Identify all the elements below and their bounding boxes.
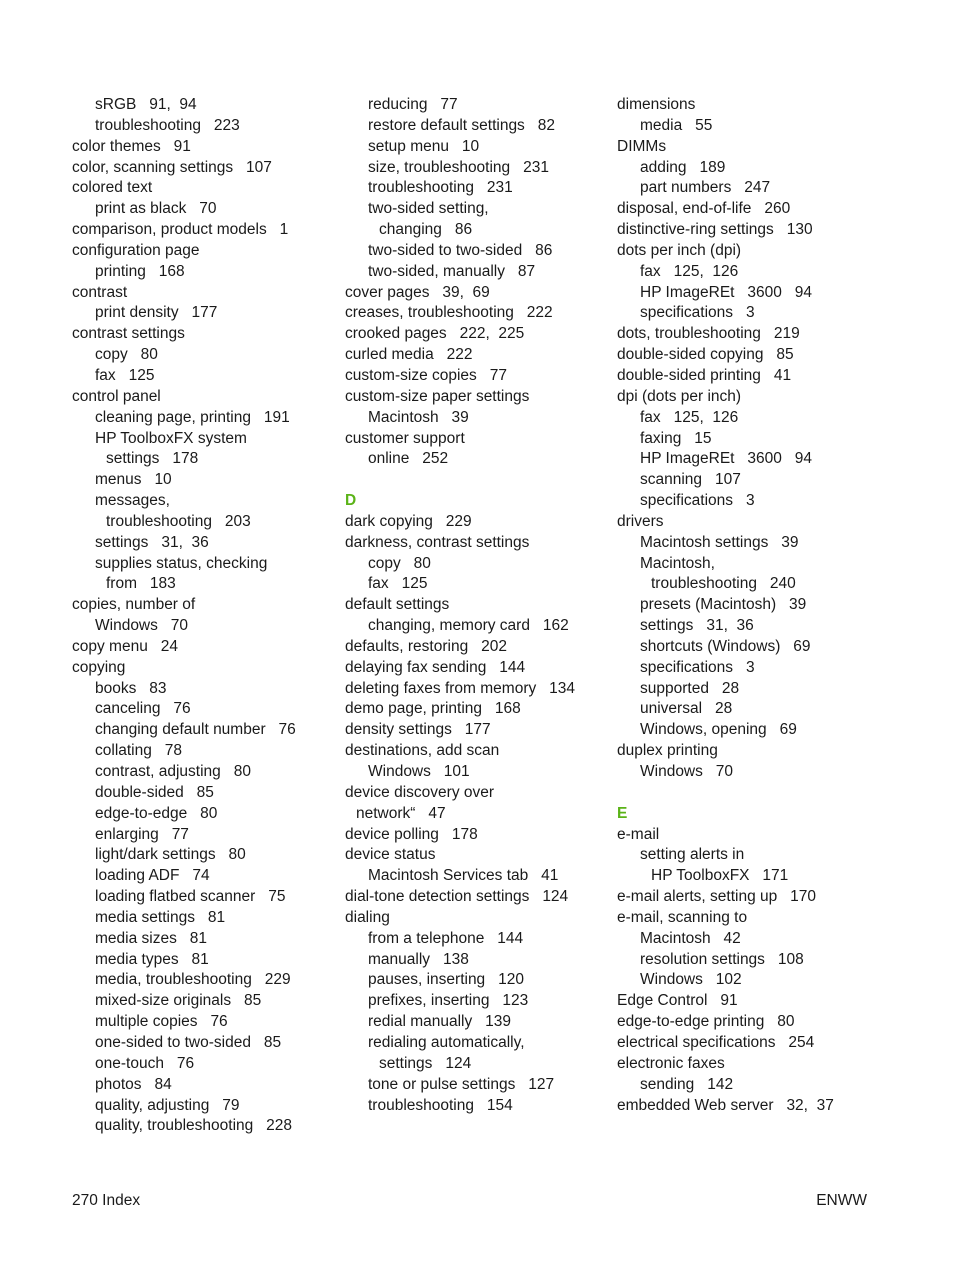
index-entry: disposal, end-of-life 260 (617, 200, 791, 218)
index-subentry: specifications 3 (640, 492, 755, 510)
index-entry: default settings (345, 596, 450, 614)
index-entry: distinctive-ring settings 130 (617, 221, 813, 239)
index-entry: dark copying 229 (345, 512, 472, 530)
index-entry: destinations, add scan (345, 742, 500, 760)
index-subentry: prefixes, inserting 123 (368, 992, 529, 1010)
index-entry: configuration page (72, 241, 200, 259)
index-subentry: Windows 102 (640, 971, 742, 989)
index-subentry: redial manually 139 (368, 1013, 512, 1031)
index-entry: custom-size copies 77 (345, 366, 507, 384)
index-subentry: online 252 (368, 450, 449, 468)
index-entry: copies, number of (72, 596, 196, 614)
index-subentry: loading flatbed scanner 75 (95, 888, 286, 906)
index-subentry: changing, memory card 162 (368, 617, 569, 635)
index-subentry: books 83 (95, 679, 167, 697)
index-subentry: restore default settings 82 (368, 116, 555, 134)
index-subentry: fax 125, 126 (640, 408, 739, 426)
index-subentry: scanning 107 (640, 471, 741, 489)
index-entry: dialing (345, 908, 390, 926)
index-subentry: two-sided, manually 87 (368, 262, 536, 280)
index-subentry: redialing automatically, (368, 1033, 525, 1051)
index-subentry: size, troubleshooting 231 (368, 158, 549, 176)
index-entry: deleting faxes from memory 134 (345, 679, 576, 697)
index-subentry: universal 28 (640, 700, 733, 718)
index-entry: e-mail, scanning to (617, 908, 748, 926)
index-subentry: multiple copies 76 (95, 1013, 228, 1031)
index-entry: density settings 177 (345, 721, 491, 739)
index-subentry: pauses, inserting 120 (368, 971, 524, 989)
index-subentry: settings 31, 36 (640, 617, 754, 635)
index-subentry: quality, adjusting 79 (95, 1096, 240, 1114)
index-subentry: copy 80 (95, 346, 158, 364)
index-entry: comparison, product models 1 (72, 221, 289, 239)
index-subentry: one-sided to two-sided 85 (95, 1033, 282, 1051)
index-subentry: media sizes 81 (95, 929, 207, 947)
index-subentry: HP ImageREt 3600 94 (640, 450, 813, 468)
index-entry: dots per inch (dpi) (617, 241, 742, 259)
index-subentry: from 183 (106, 575, 176, 593)
index-subentry: Windows 70 (95, 617, 189, 635)
index-subentry: HP ToolboxFX system (95, 429, 247, 447)
index-entry: crooked pages 222, 225 (345, 325, 525, 343)
index-entry: electrical specifications 254 (617, 1033, 815, 1051)
index-subentry: media 55 (640, 116, 713, 134)
index-subentry: photos 84 (95, 1075, 172, 1093)
index-entry: contrast (72, 283, 128, 301)
index-entry: e-mail (617, 825, 660, 843)
index-subentry: print as black 70 (95, 200, 217, 218)
index-subentry: troubleshooting 240 (651, 575, 796, 593)
index-subentry: reducing 77 (368, 96, 458, 113)
index-subentry: network“ 47 (356, 804, 446, 822)
index-subentry: troubleshooting 154 (368, 1096, 513, 1114)
index-entry: delaying fax sending 144 (345, 658, 526, 676)
index-entry: customer support (345, 429, 465, 447)
index-subentry: Macintosh Services tab 41 (368, 867, 559, 885)
index-subentry: changing default number 76 (95, 721, 296, 739)
index-subentry: settings 31, 36 (95, 533, 209, 551)
index-subentry: troubleshooting 203 (106, 512, 251, 530)
index-subentry: two-sided setting, (368, 200, 489, 218)
index-subentry: resolution settings 108 (640, 950, 804, 968)
index-subentry: supported 28 (640, 679, 740, 697)
index-subentry: HP ToolboxFX 171 (651, 867, 789, 885)
index-entry: drivers (617, 512, 664, 530)
index-subentry: shortcuts (Windows) 69 (640, 637, 811, 655)
index-entry: dial-tone detection settings 124 (345, 888, 569, 906)
index-subentry: troubleshooting 231 (368, 179, 513, 197)
index-subentry: messages, (95, 492, 170, 510)
index-subentry: from a telephone 144 (368, 929, 524, 947)
index-subentry: one-touch 76 (95, 1054, 195, 1072)
index-subentry: media types 81 (95, 950, 209, 968)
index-subentry: contrast, adjusting 80 (95, 763, 251, 780)
index-letter-heading: E (617, 804, 628, 822)
index-subentry: menus 10 (95, 471, 172, 489)
index-subentry: fax 125, 126 (640, 262, 739, 280)
index-entry: creases, troubleshooting 222 (345, 304, 553, 322)
index-entry: embedded Web server 32, 37 (617, 1096, 834, 1114)
index-subentry: setting alerts in (640, 846, 745, 864)
index-letter-heading: D (345, 492, 357, 510)
footer-page-label: 270 Index (72, 1192, 141, 1209)
index-subentry: tone or pulse settings 127 (368, 1075, 555, 1093)
index-subentry: setup menu 10 (368, 137, 480, 155)
index-entry: control panel (72, 387, 161, 405)
index-subentry: troubleshooting 223 (95, 116, 240, 134)
index-entry: contrast settings (72, 325, 185, 343)
index-entry: colored text (72, 179, 153, 197)
index-subentry: Windows 101 (368, 763, 470, 780)
index-entry: custom-size paper settings (345, 387, 530, 405)
index-entry: demo page, printing 168 (345, 700, 521, 718)
index-entry: color, scanning settings 107 (72, 158, 272, 176)
index-entry: electronic faxes (617, 1054, 725, 1072)
index-subentry: printing 168 (95, 262, 185, 280)
index-subentry: media, troubleshooting 229 (95, 971, 291, 989)
index-subentry: supplies status, checking (95, 554, 268, 572)
index-entry: color themes 91 (72, 137, 191, 155)
index-entry: e-mail alerts, setting up 170 (617, 888, 817, 906)
index-subentry: specifications 3 (640, 658, 755, 676)
index-subentry: manually 138 (368, 950, 469, 968)
index-subentry: fax 125 (368, 575, 428, 593)
footer-doc-code: ENWW (816, 1192, 867, 1209)
index-entry: device discovery over (345, 783, 495, 801)
index-subentry: collating 78 (95, 742, 183, 760)
index-subentry: faxing 15 (640, 429, 712, 447)
index-entry: Edge Control 91 (617, 992, 738, 1010)
index-entry: DIMMs (617, 137, 667, 155)
index-subentry: Windows, opening 69 (640, 721, 797, 739)
index-entry: duplex printing (617, 742, 718, 760)
index-subentry: fax 125 (95, 366, 155, 384)
index-subentry: print density 177 (95, 304, 218, 322)
index-subentry: Macintosh 39 (368, 408, 469, 426)
index-entry: cover pages 39, 69 (345, 283, 490, 301)
index-entry: darkness, contrast settings (345, 533, 530, 551)
index-entry: device polling 178 (345, 825, 478, 843)
index-subentry: copy 80 (368, 554, 431, 572)
index-subentry: media settings 81 (95, 908, 226, 926)
index-subentry: part numbers 247 (640, 179, 771, 197)
index-subentry: edge-to-edge 80 (95, 804, 218, 822)
index-subentry: adding 189 (640, 158, 726, 176)
index-subentry: Windows 70 (640, 763, 734, 780)
index-column-3 (617, 95, 917, 1116)
index-subentry: settings 178 (106, 450, 199, 468)
index-subentry: Macintosh, (640, 554, 715, 572)
index-subentry: presets (Macintosh) 39 (640, 596, 807, 614)
index-subentry: Macintosh settings 39 (640, 533, 799, 551)
index-subentry: double-sided 85 (95, 783, 214, 801)
index-subentry: HP ImageREt 3600 94 (640, 283, 813, 301)
index-subentry: loading ADF 74 (95, 867, 210, 885)
index-subentry: settings 124 (379, 1054, 472, 1072)
index-subentry: two-sided to two-sided 86 (368, 241, 553, 259)
index-subentry: Macintosh 42 (640, 929, 741, 947)
index-subentry: mixed-size originals 85 (95, 992, 262, 1010)
index-subentry: sRGB 91, 94 (95, 96, 197, 113)
index-entry: device status (345, 846, 436, 864)
index-entry: edge-to-edge printing 80 (617, 1013, 795, 1031)
index-entry: curled media 222 (345, 346, 473, 364)
index-subentry: quality, troubleshooting 228 (95, 1117, 293, 1135)
index-entry: dpi (dots per inch) (617, 387, 742, 405)
index-subentry: canceling 76 (95, 700, 191, 718)
index-column-1 (72, 95, 332, 1137)
index-entry: defaults, restoring 202 (345, 637, 507, 655)
index-subentry: sending 142 (640, 1075, 734, 1093)
index-subentry: changing 86 (379, 221, 473, 239)
index-entry: dimensions (617, 96, 696, 113)
index-subentry: enlarging 77 (95, 825, 189, 843)
index-subentry: cleaning page, printing 191 (95, 408, 290, 426)
index-subentry: specifications 3 (640, 304, 755, 322)
index-entry: dots, troubleshooting 219 (617, 325, 800, 343)
index-entry: copy menu 24 (72, 637, 178, 655)
index-entry: double-sided copying 85 (617, 346, 794, 364)
index-column-2 (345, 95, 607, 1116)
index-entry: copying (72, 658, 126, 676)
index-subentry: light/dark settings 80 (95, 846, 246, 864)
index-entry: double-sided printing 41 (617, 366, 792, 384)
